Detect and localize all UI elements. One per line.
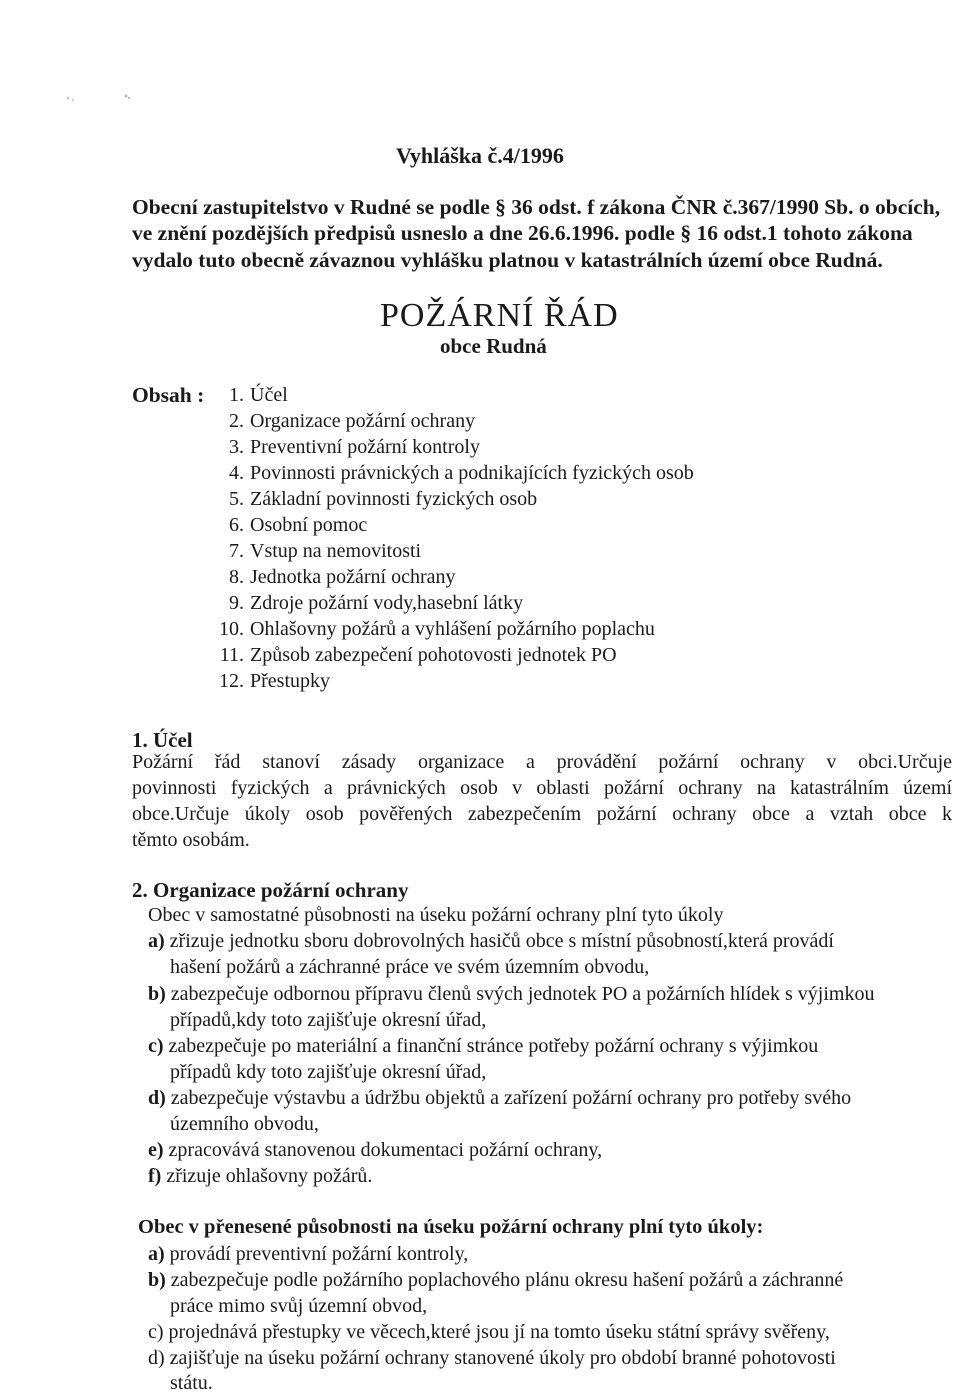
intro-line-1: Obecní zastupitelstvo v Rudné se podle § 36 odst. f zákona ČNR č.367/1990 Sb. o obcích, [132, 195, 941, 219]
delegated-item-cont: státu. [170, 1372, 213, 1394]
intro-line-3: vydalo tuto obecně závaznou vyhlášku platnou v katastrálních území obce Rudná. [132, 248, 883, 272]
toc-number: 3. [229, 436, 244, 458]
toc-number: 8. [229, 566, 244, 588]
toc-number: 12. [219, 670, 244, 692]
section-2-item-cont: případů,kdy toto zajišťuje okresní úřad, [170, 1009, 487, 1031]
section-2-item: e) zpracovává stanovenou dokumentaci požární ochrany, [148, 1139, 603, 1161]
toc-item: Základní povinnosti fyzických osob [250, 488, 538, 510]
contents-label: Obsah : [132, 383, 205, 407]
delegated-item-cont: práce mimo svůj územní obvod, [170, 1295, 428, 1317]
document-heading: POŽÁRNÍ ŘÁD [380, 297, 619, 334]
delegated-item: a) provádí preventivní požární kontroly, [148, 1243, 469, 1265]
delegated-heading: Obec v přenesené působnosti na úseku požární ochrany plní tyto úkoly: [138, 1216, 764, 1238]
toc-item: Preventivní požární kontroly [250, 436, 480, 458]
section-2-heading: 2. Organizace požární ochrany [132, 878, 409, 902]
section-2-item-cont: případů kdy toto zajišťuje okresní úřad, [170, 1061, 487, 1083]
section-1-line: povinnosti fyzických a právnických osob v oblasti požární ochrany na katastrálním území [132, 777, 952, 799]
section-1-line: těmto osobám. [132, 829, 250, 851]
toc-item: Osobní pomoc [250, 514, 368, 536]
toc-number: 2. [229, 410, 244, 432]
toc-number: 7. [229, 540, 244, 562]
toc-number: 1. [229, 384, 244, 406]
scan-smudge-mark [64, 92, 134, 104]
section-2-item: b) zabezpečuje odbornou přípravu členů svých jednotek PO a požárních hlídek s výjimkou [148, 983, 875, 1005]
section-2-item: a) zřizuje jednotku sboru dobrovolných hasičů obce s místní působností,která provádí [148, 930, 834, 952]
toc-item: Povinnosti právnických a podnikajících fyzických osob [250, 462, 694, 484]
toc-item: Ohlašovny požárů a vyhlášení požárního poplachu [250, 618, 655, 640]
document-subheading: obce Rudná [440, 334, 547, 358]
toc-number: 10. [219, 618, 244, 640]
toc-item: Způsob zabezpečení pohotovosti jednotek PO [250, 644, 617, 666]
section-1-line: Požární řád stanoví zásady organizace a provádění požární ochrany v obci.Určuje [132, 751, 952, 773]
section-2-intro: Obec v samostatné působnosti na úseku požární ochrany plní tyto úkoly [148, 904, 724, 926]
delegated-item: d) zajišťuje na úseku požární ochrany stanovené úkoly pro období branné pohotovosti [148, 1347, 836, 1369]
intro-line-2: ve znění pozdějších předpisů usneslo a dne 26.6.1996. podle § 16 odst.1 tohoto zákona [132, 221, 913, 245]
section-2-item-cont: územního obvodu, [170, 1113, 319, 1135]
delegated-item: c) projednává přestupky ve věcech,které jsou jí na tomto úseku státní správy svěřeny, [148, 1321, 830, 1343]
section-2-item-cont: hašení požárů a záchranné práce ve svém územním obvodu, [170, 956, 650, 978]
delegated-item: b) zabezpečuje podle požárního poplachového plánu okresu hašení požárů a záchranné [148, 1269, 844, 1291]
toc-number: 4. [229, 462, 244, 484]
toc-number: 11. [219, 644, 244, 666]
toc-number: 6. [229, 514, 244, 536]
toc-item: Účel [250, 384, 288, 406]
section-2-item: c) zabezpečuje po materiální a finanční stránce potřeby požární ochrany s výjimkou [148, 1035, 819, 1057]
section-1-heading: 1. Účel [132, 728, 193, 752]
section-2-item: d) zabezpečuje výstavbu a údržbu objektů a zařízení požární ochrany pro potřeby svého [148, 1087, 852, 1109]
toc-item: Vstup na nemovitosti [250, 540, 422, 562]
toc-number: 5. [229, 488, 244, 510]
toc-item: Zdroje požární vody,hasební látky [250, 592, 524, 614]
document-title: Vyhláška č.4/1996 [396, 143, 564, 168]
toc-item: Jednotka požární ochrany [250, 566, 456, 588]
toc-number: 9. [229, 592, 244, 614]
section-1-line: obce.Určuje úkoly osob pověřených zabezpečením požární ochrany obce a vztah obce k [132, 803, 952, 825]
toc-item: Přestupky [250, 670, 330, 692]
section-2-item: f) zřizuje ohlašovny požárů. [148, 1165, 373, 1187]
toc-item: Organizace požární ochrany [250, 410, 476, 432]
